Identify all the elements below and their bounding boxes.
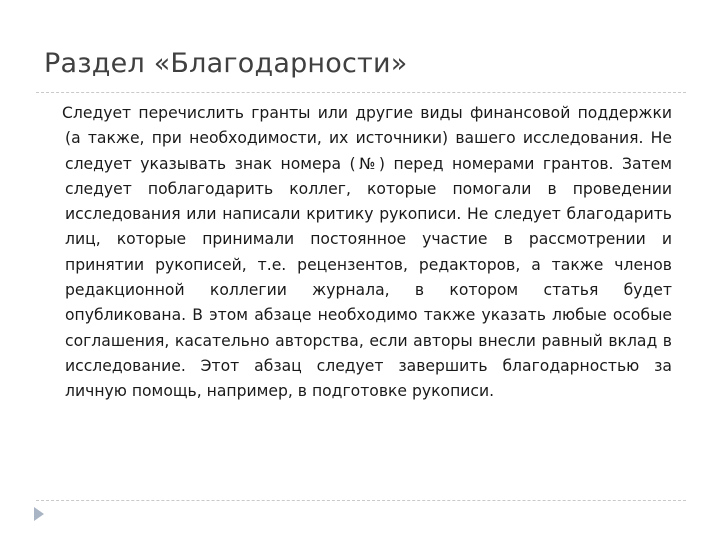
triangle-right-icon[interactable] — [34, 507, 44, 521]
body-paragraph-text: Следует перечислить гранты или другие виды финансовой поддержки (а также, при необходимости, их источники) вашего исследования. Не следует указывать знак номера (№) перед номерами грантов. Затем следует поблагодарить коллег, которые помогали в проведении исследования или написали критику рукописи. Не следует благодарить лиц, которые принимали постоянное участие в рассмотрении и принятии рукописей, т.е. рецензентов, редакторов, а также членов редакционной коллегии журнала, в котором статья будет опубликована. В этом абзаце необходимо также указать любые особые соглашения, касательно авторства, если авторы внесли равный вклад в исследование. Этот абзац следует завершить благодарностью за личную помощь, например, в подготовке рукописи. — [62, 104, 672, 401]
footer-divider — [36, 500, 686, 501]
title-divider — [36, 92, 686, 93]
slide-title: Раздел «Благодарности» — [44, 48, 408, 79]
body-paragraph — [44, 101, 672, 405]
